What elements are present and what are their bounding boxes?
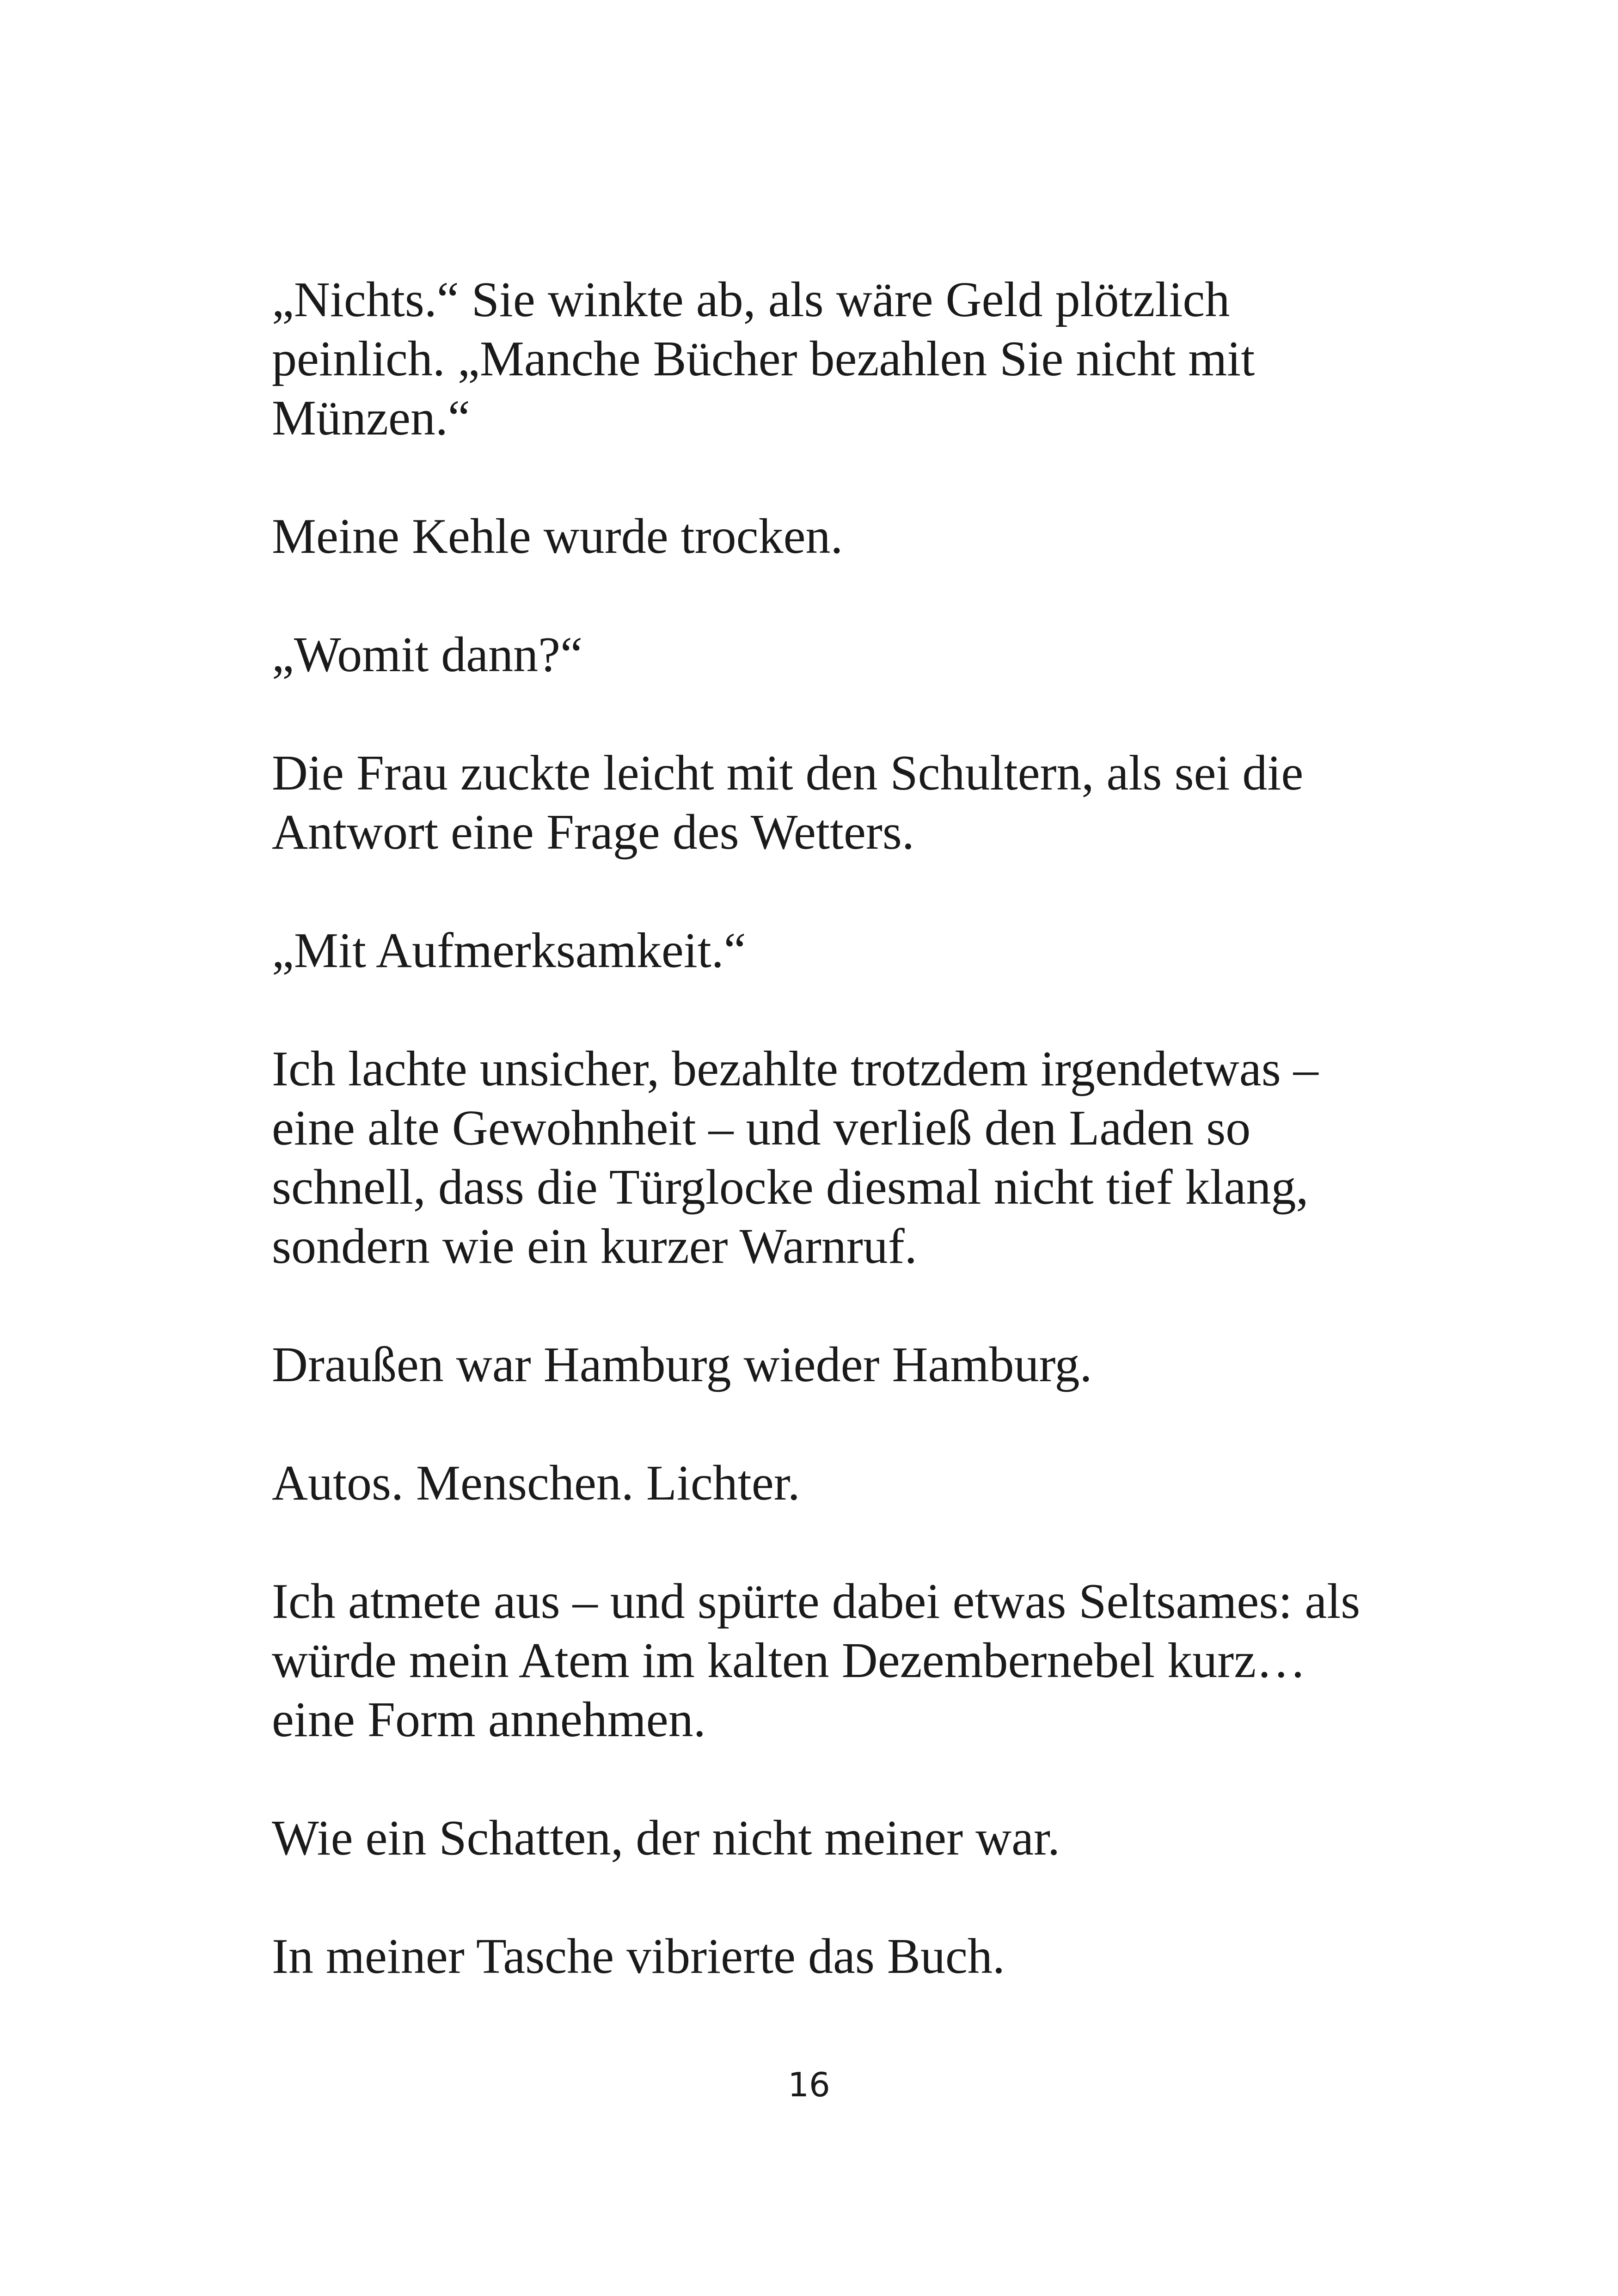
paragraph: „Womit dann?“ xyxy=(272,627,583,682)
paragraph: Die Frau zuckte leicht mit den Schultern, als sei die Antwort eine Frage des Wetters. xyxy=(272,746,1304,860)
paragraph: Wie ein Schatten, der nicht meiner war. xyxy=(272,1811,1060,1866)
body-text xyxy=(272,270,1372,2045)
paragraph: Autos. Menschen. Lichter. xyxy=(272,1456,800,1511)
paragraph: „Nichts.“ Sie winkte ab, als wäre Geld plötzlich peinlich. „Manche Bücher bezahlen Sie nicht mit Münzen.“ xyxy=(272,272,1255,446)
paragraph: In meiner Tasche vibrierte das Buch. xyxy=(272,1929,1005,1984)
page-number: 16 xyxy=(788,2065,830,2104)
paragraph: Meine Kehle wurde trocken. xyxy=(272,509,843,564)
paragraph: Ich atmete aus – und spürte dabei etwas Seltsames: als würde mein Atem im kalten Dezembernebel kurz… eine Form annehmen. xyxy=(272,1574,1361,1747)
paragraph: „Mit Aufmerksamkeit.“ xyxy=(272,923,746,978)
paragraph: Draußen war Hamburg wieder Hamburg. xyxy=(272,1337,1092,1392)
paragraph: Ich lachte unsicher, bezahlte trotzdem irgendetwas – eine alte Gewohnheit – und verließ den Laden so schnell, dass die Türglocke diesmal nicht tief klang, sondern wie ein kurzer Warnruf. xyxy=(272,1041,1318,1274)
